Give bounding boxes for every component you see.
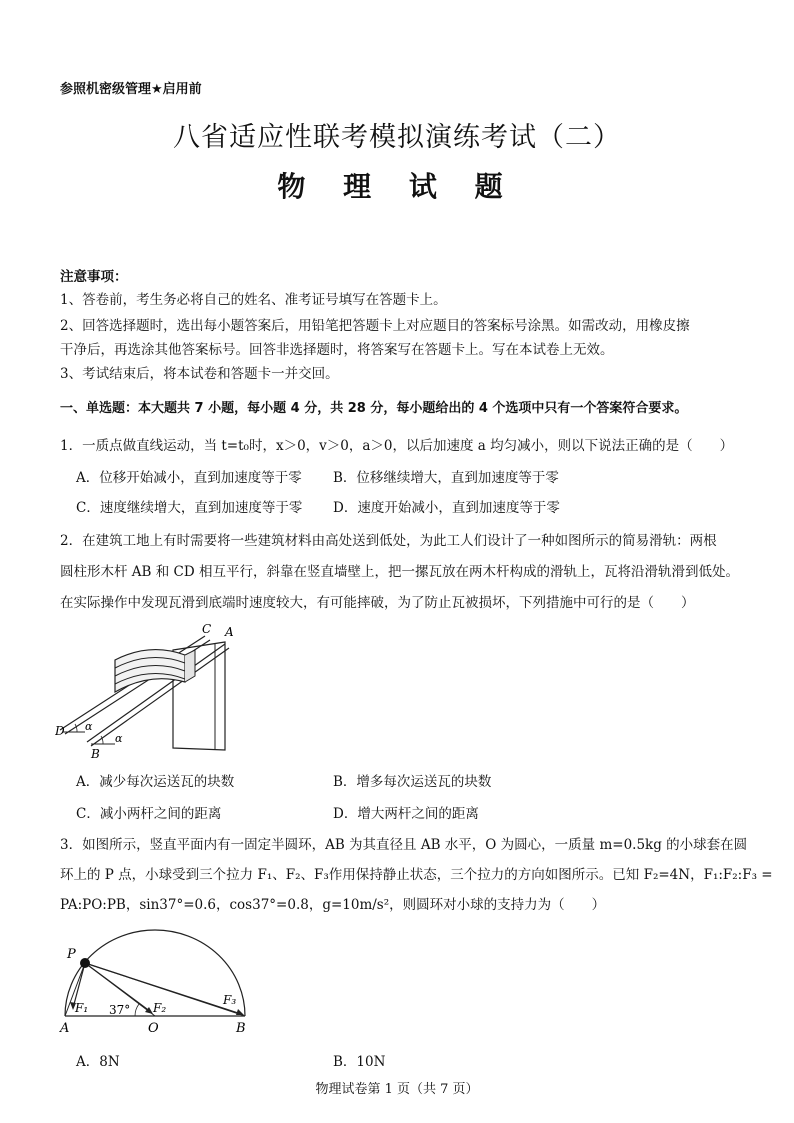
q3-label-b: B: [236, 1021, 246, 1036]
q3-stem-line: PA:PO:PB，sin37°=0.6，cos37°=0.8，g=10m/s²，则圆环对小球的支持力为（ ）: [60, 897, 606, 913]
q2-stem-line: 2．在建筑工地上有时需要将一些建筑材料由高处送到低处，为此工人们设计了一种如图所示的简易滑轨：两根: [60, 533, 717, 549]
q3-label-a: A: [60, 1021, 70, 1036]
q2-rail-figure: [55, 620, 245, 760]
q3-label-f2: F₂: [153, 1001, 167, 1015]
q3-stem-line: 3．如图所示，竖直平面内有一固定半圆环，AB 为其直径且 AB 水平，O 为圆心，一质量 m=0.5kg 的小球套在圆: [60, 837, 748, 853]
section-heading: 一、单选题：本大题共 7 小题，每小题 4 分，共 28 分，每小题给出的 4 个选项中只有一个答案符合要求。: [60, 401, 688, 416]
q3-label-f1: F₁: [75, 1001, 89, 1015]
q3-label-o: O: [148, 1021, 159, 1036]
q3-label-f3: F₃: [223, 993, 237, 1007]
q3-option-a: A．8N: [76, 1054, 120, 1070]
security-label: 参照机密级管理★启用前: [60, 82, 202, 97]
q3-stem-line: 环上的 P 点，小球受到三个拉力 F₁、F₂、F₃作用保持静止状态，三个拉力的方向如图所示。已知 F₂=4N，F₁:F₂:F₃ =: [60, 867, 773, 883]
q2-label-alpha: α: [115, 732, 123, 745]
q1-option-b: B．位移继续增大，直到加速度等于零: [333, 470, 559, 486]
q3-option-b: B．10N: [333, 1054, 386, 1070]
ball-p: [80, 958, 90, 968]
q2-label-a: A: [225, 625, 234, 639]
q1-option-c: C．速度继续增大，直到加速度等于零: [76, 500, 303, 516]
notes-heading: 注意事项：: [60, 269, 128, 285]
note-item: 2、回答选择题时，选出每小题答案后，用铅笔把答题卡上对应题目的答案标号涂黑。如需改动，用橡皮擦: [60, 318, 690, 334]
q2-label-d: D: [55, 724, 65, 738]
q1-option-d: D．速度开始减小，直到加速度等于零: [333, 500, 560, 516]
q2-stem-line: 在实际操作中发现瓦滑到底端时速度较大，有可能摔破，为了防止瓦被损坏，下列措施中可行的是（ ）: [60, 595, 695, 611]
subject-title: 物 理 试 题: [277, 170, 517, 203]
q1-stem: 1．一质点做直线运动，当 t=t₀时，x＞0，v＞0，a＞0，以后加速度 a 均匀减小，则以下说法正确的是（ ）: [60, 438, 734, 454]
exam-title: 八省适应性联考模拟演练考试（二）: [173, 122, 621, 153]
q3-label-angle: 37°: [109, 1003, 131, 1017]
q2-label-alpha: α: [85, 720, 93, 733]
q2-option-b: B．增多每次运送瓦的块数: [333, 774, 492, 790]
page-footer: 物理试卷第 1 页（共 7 页）: [315, 1082, 479, 1097]
q2-option-d: D．增大两杆之间的距离: [333, 806, 479, 822]
q2-stem-line: 圆柱形木杆 AB 和 CD 相互平行，斜靠在竖直墙壁上，把一摞瓦放在两木杆构成的滑轨上，瓦将沿滑轨滑到低处。: [60, 564, 739, 580]
note-item: 3、考试结束后，将本试卷和答题卡一并交回。: [60, 366, 339, 382]
q3-label-p: P: [67, 947, 76, 962]
q2-option-a: A．减少每次运送瓦的块数: [76, 774, 235, 790]
q2-label-b: B: [91, 747, 100, 760]
q2-option-c: C．减小两杆之间的距离: [76, 806, 222, 822]
note-item: 1、答卷前，考生务必将自己的姓名、准考证号填写在答题卡上。: [60, 292, 447, 308]
note-item: 干净后，再选涂其他答案标号。回答非选择题时，将答案写在答题卡上。写在本试卷上无效。: [60, 342, 614, 358]
q3-semicircle-figure: [55, 928, 265, 1040]
q2-label-c: C: [202, 622, 212, 636]
q1-option-a: A．位移开始减小，直到加速度等于零: [76, 470, 302, 486]
